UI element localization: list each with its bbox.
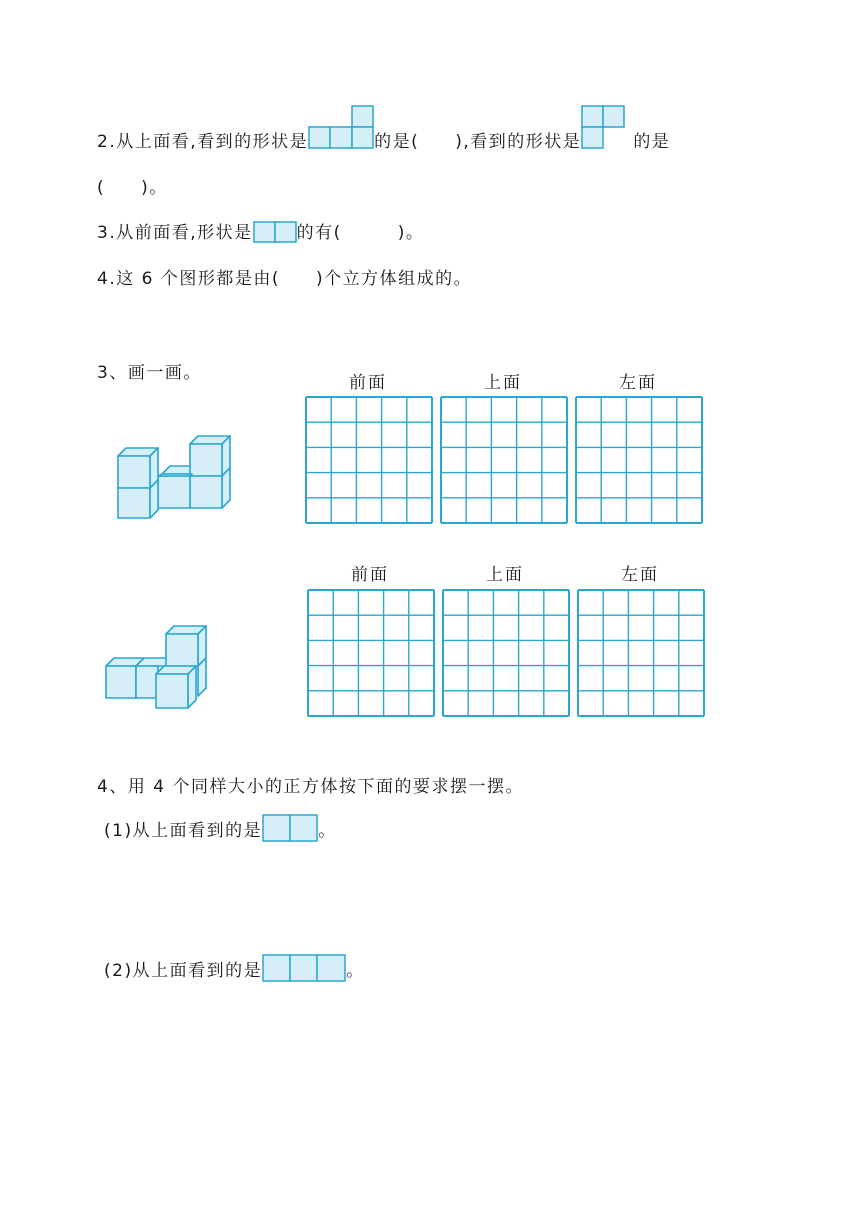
- item-2-end: 。: [346, 961, 365, 981]
- section-4-item-1: [104, 814, 337, 843]
- shape-three-squares-with-top-right: [308, 105, 374, 149]
- q2-text-4: 的是: [633, 132, 671, 152]
- question-2-line-2: [97, 176, 168, 200]
- drawing-grid-left-1[interactable]: [575, 396, 703, 524]
- view-label-front-2: 前面: [351, 565, 389, 585]
- drawing-grid-front-1[interactable]: [305, 396, 433, 524]
- q2-text-3: ),看到的形状是: [455, 132, 582, 152]
- cube-figure-1: [110, 430, 240, 525]
- drawing-grid-top-1[interactable]: [440, 396, 568, 524]
- question-3: [97, 221, 424, 245]
- view-label-top-1: 上面: [484, 373, 522, 393]
- item-1-text: (1)从上面看到的是: [104, 821, 263, 841]
- q4-text-1: 4.这 6 个图形都是由(: [97, 269, 280, 289]
- view-label-left-1: 左面: [619, 373, 657, 393]
- view-label-front-1: 前面: [349, 373, 387, 393]
- item-1-end: 。: [318, 821, 337, 841]
- q3-text-2: 的有(: [296, 223, 342, 243]
- q2-text-5: (: [97, 178, 106, 198]
- q3-text-3: )。: [397, 223, 425, 243]
- view-label-left-2: 左面: [621, 565, 659, 585]
- drawing-grid-front-2[interactable]: [307, 589, 435, 717]
- q2-text-1: 2.从上面看,看到的形状是: [97, 132, 309, 152]
- q4-text-2: )个立方体组成的。: [315, 269, 473, 289]
- shape-two-squares: [253, 221, 297, 243]
- q2-text-6: )。: [141, 178, 168, 198]
- section-4-heading: 4、用 4 个同样大小的正方体按下面的要求摆一摆。: [97, 777, 524, 797]
- shape-three-squares-item-2: [262, 954, 346, 982]
- q2-text-2: 的是(: [374, 132, 420, 152]
- drawing-grid-top-2[interactable]: [442, 589, 570, 717]
- q3-text-1: 3.从前面看,形状是: [97, 223, 253, 243]
- shape-l-three-squares: [581, 105, 625, 149]
- section-4-item-2: [104, 954, 365, 983]
- section-3-heading: 3、画一画。: [97, 363, 202, 383]
- view-label-top-2: 上面: [486, 565, 524, 585]
- shape-two-squares-item-1: [262, 814, 318, 842]
- question-2-line-1: [97, 105, 670, 154]
- drawing-grid-left-2[interactable]: [577, 589, 705, 717]
- cube-figure-2: [100, 622, 215, 714]
- question-4: [97, 267, 472, 291]
- item-2-text: (2)从上面看到的是: [104, 961, 263, 981]
